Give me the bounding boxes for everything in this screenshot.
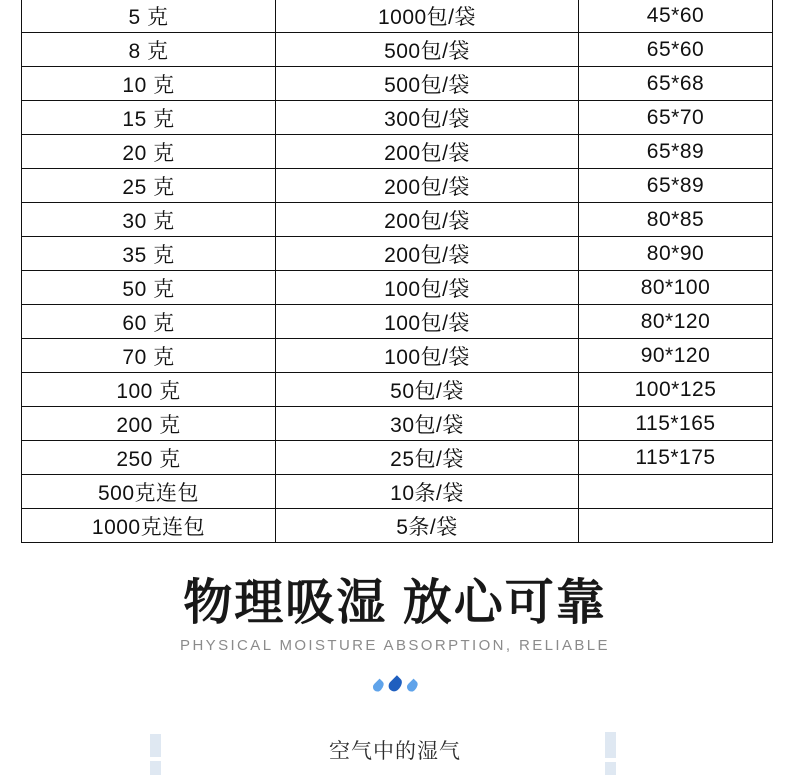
table-row [22, 33, 773, 67]
cell-size: 65*70 [579, 101, 773, 135]
headline-subtitle: PHYSICAL MOISTURE ABSORPTION, RELIABLE [180, 637, 610, 655]
water-droplet-icon [405, 679, 420, 694]
table-row [22, 0, 773, 33]
cell-packing: 1000包/袋 [276, 0, 579, 33]
table-row [22, 237, 773, 271]
cell-packing: 100包/袋 [276, 339, 579, 373]
specification-table [21, 0, 773, 543]
cell-weight: 35 克 [22, 237, 276, 271]
specification-table-body [22, 0, 773, 543]
table-row [22, 407, 773, 441]
cell-packing: 30包/袋 [276, 407, 579, 441]
water-droplet-group [0, 668, 790, 692]
table-row [22, 101, 773, 135]
table-row [22, 373, 773, 407]
table-row [22, 203, 773, 237]
cell-packing: 100包/袋 [276, 305, 579, 339]
cell-weight: 8 克 [22, 33, 276, 67]
cell-weight: 50 克 [22, 271, 276, 305]
cell-size: 65*68 [579, 67, 773, 101]
cell-packing: 25包/袋 [276, 441, 579, 475]
cell-size: 65*89 [579, 135, 773, 169]
cell-weight: 60 克 [22, 305, 276, 339]
table-row [22, 135, 773, 169]
table-row [22, 271, 773, 305]
cell-packing: 500包/袋 [276, 67, 579, 101]
table-row [22, 67, 773, 101]
cell-packing: 500包/袋 [276, 33, 579, 67]
cell-weight: 100 克 [22, 373, 276, 407]
cell-weight: 10 克 [22, 67, 276, 101]
cell-packing: 200包/袋 [276, 135, 579, 169]
table-row [22, 305, 773, 339]
cell-weight: 25 克 [22, 169, 276, 203]
cell-weight: 30 克 [22, 203, 276, 237]
cell-weight: 20 克 [22, 135, 276, 169]
cell-size [579, 509, 773, 543]
cell-packing: 200包/袋 [276, 169, 579, 203]
water-droplet-icon [386, 676, 404, 694]
cell-size: 80*100 [579, 271, 773, 305]
cell-packing: 200包/袋 [276, 203, 579, 237]
cell-size: 80*85 [579, 203, 773, 237]
cell-size: 65*89 [579, 169, 773, 203]
headline-section [0, 575, 790, 692]
cell-size [579, 475, 773, 509]
cell-weight: 15 克 [22, 101, 276, 135]
cell-weight: 250 克 [22, 441, 276, 475]
cell-weight: 200 克 [22, 407, 276, 441]
table-row [22, 339, 773, 373]
table-row [22, 441, 773, 475]
cell-packing: 300包/袋 [276, 101, 579, 135]
cell-size: 90*120 [579, 339, 773, 373]
table-row [22, 169, 773, 203]
cell-weight: 5 克 [22, 0, 276, 33]
cell-packing: 50包/袋 [276, 373, 579, 407]
cell-weight: 1000克连包 [22, 509, 276, 543]
water-droplet-icon [371, 679, 386, 694]
cell-weight: 500克连包 [22, 475, 276, 509]
headline-title: 物理吸湿 放心可靠 [183, 576, 607, 630]
cell-packing: 200包/袋 [276, 237, 579, 271]
cell-size: 45*60 [579, 0, 773, 33]
cell-size: 115*165 [579, 407, 773, 441]
cell-weight: 70 克 [22, 339, 276, 373]
cell-packing: 10条/袋 [276, 475, 579, 509]
cell-packing: 100包/袋 [276, 271, 579, 305]
cell-size: 80*120 [579, 305, 773, 339]
cell-size: 80*90 [579, 237, 773, 271]
moisture-caption: 空气中的湿气 [329, 740, 461, 763]
cell-size: 65*60 [579, 33, 773, 67]
cell-packing: 5条/袋 [276, 509, 579, 543]
cell-size: 100*125 [579, 373, 773, 407]
cell-size: 115*175 [579, 441, 773, 475]
table-row [22, 475, 773, 509]
table-row [22, 509, 773, 543]
specification-table-container [21, 0, 769, 543]
moisture-illustration-section [0, 718, 790, 771]
